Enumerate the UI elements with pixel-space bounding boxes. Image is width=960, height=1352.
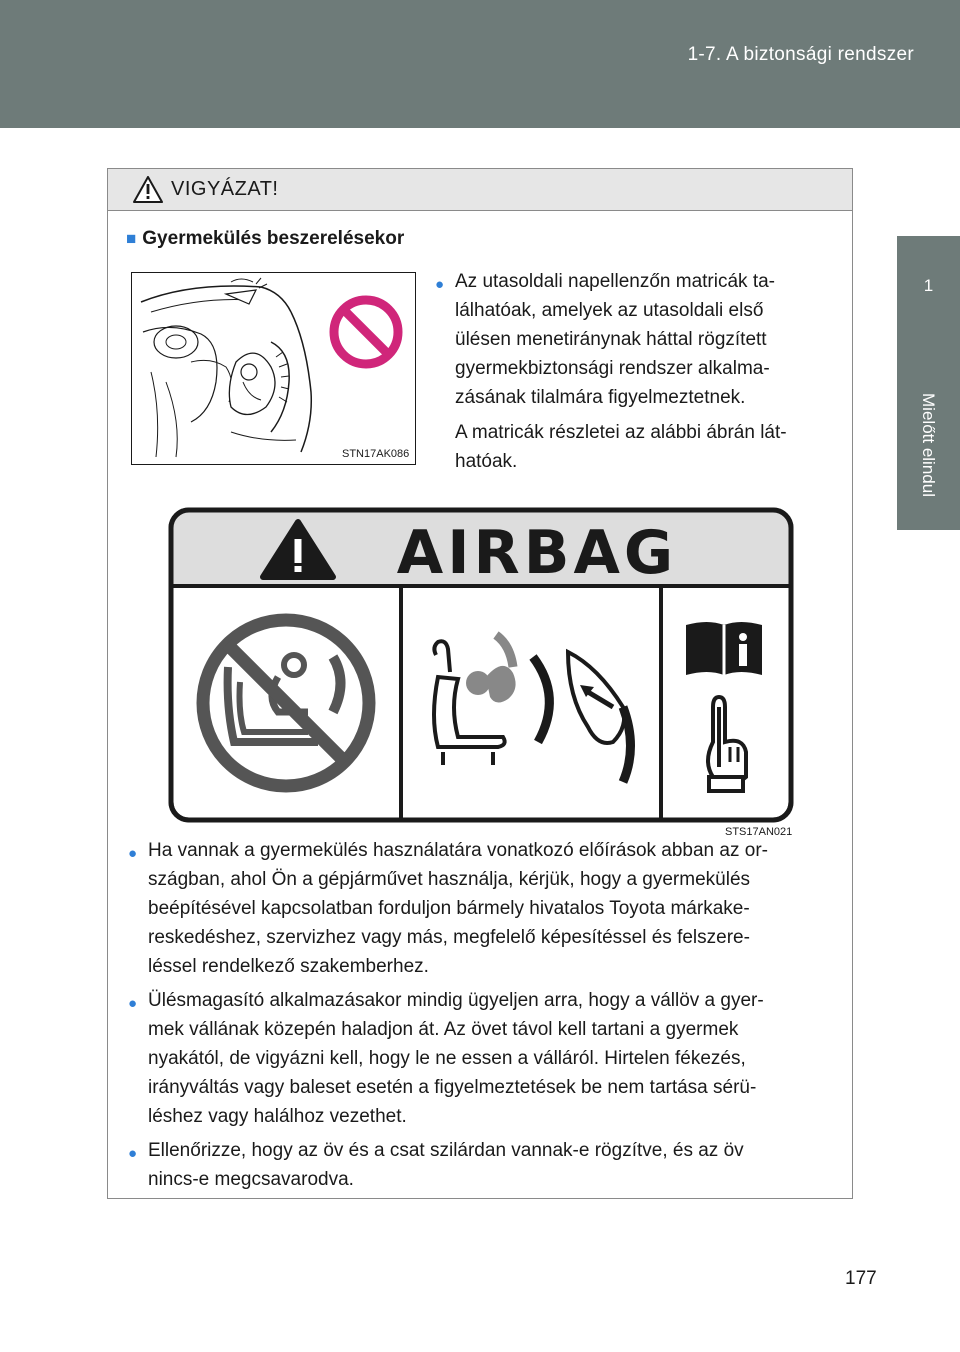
warning-triangle-icon [133, 176, 163, 203]
bullet-line: Ellenőrizze, hogy az öv és a csat szilárdan vannak-e rögzítve, és az öv [148, 1140, 744, 1161]
sun-visor-illustration [131, 272, 416, 465]
chapter-strip [897, 360, 960, 530]
bullet-icon: ● [128, 1145, 138, 1162]
intro-line: Az utasoldali napellenzőn matricák ta- [455, 271, 776, 292]
bullet-line: mek vállának közepén haladjon át. Az övet távol kell tartani a gyermek [148, 1019, 739, 1040]
section-title-header: 1-7. A biztonsági rendszer [687, 44, 914, 65]
caution-label: VIGYÁZAT! [171, 178, 279, 200]
bullet-line: Ha vannak a gyermekülés használatára vonatkozó előírások abban az or- [148, 840, 768, 861]
bullet-line: nincs-e megcsavarodva. [148, 1169, 354, 1190]
figure2-code: STS17AN021 [725, 826, 793, 838]
bullet-line: reskedéshez, szervizhez vagy más, megfelelő képesítéssel és felszere- [148, 927, 750, 948]
intro-line: gyermekbiztonsági rendszer alkalma- [455, 358, 770, 379]
detail-line: A matricák részletei az alábbi ábrán lát- [455, 422, 787, 443]
no-child-seat-icon [203, 620, 369, 786]
bullet-line: léshez vagy halálhoz vezethet. [148, 1106, 407, 1127]
bullet-icon: ● [128, 845, 138, 862]
bullet-line: nyakától, de vigyázni kell, hogy le ne essen a válláról. Hirtelen fékezés, [148, 1048, 746, 1069]
bullet-line: léssel rendelkező szakemberhez. [148, 956, 429, 977]
page-header [0, 0, 960, 128]
airbag-label-figure [168, 507, 794, 823]
intro-line: ülésen menetiránynak háttal rögzített [455, 329, 767, 350]
bullet-icon: ● [128, 995, 138, 1012]
intro-line: lálhatóak, amelyek az utasoldali első [455, 300, 764, 321]
page-number: 177 [845, 1268, 877, 1289]
bullet-line: szágban, ahol Ön a gépjárművet használja, kérjük, hogy a gyermekülés [148, 869, 751, 890]
caution-section-text: Gyermekülés beszerelésekor [142, 228, 405, 249]
chapter-label: Mielőtt elindul [919, 393, 938, 497]
bullet-line: irányváltás vagy baleset esetén a figyelmeztetések be nem tartása sérü- [148, 1077, 757, 1098]
airbag-title: AIRBAG [396, 518, 678, 588]
intro-line: zásának tilalmára figyelmeztetnek. [455, 387, 746, 408]
bullet-line: beépítésével kapcsolatban forduljon bármely hivatalos Toyota márkake- [148, 898, 750, 919]
bullet-icon: ● [435, 276, 445, 293]
caution-header [108, 169, 852, 211]
caution-box [107, 168, 853, 1199]
caution-section-title [126, 228, 404, 250]
square-bullet-icon: ■ [126, 229, 137, 248]
chapter-number: 1 [923, 276, 934, 295]
chapter-tab [897, 236, 960, 360]
figure1-code: STN17AK086 [342, 448, 410, 460]
detail-line: hatóak. [455, 451, 518, 472]
bullet-line: Ülésmagasító alkalmazásakor mindig ügyeljen arra, hogy a vállöv a gyer- [148, 990, 764, 1011]
